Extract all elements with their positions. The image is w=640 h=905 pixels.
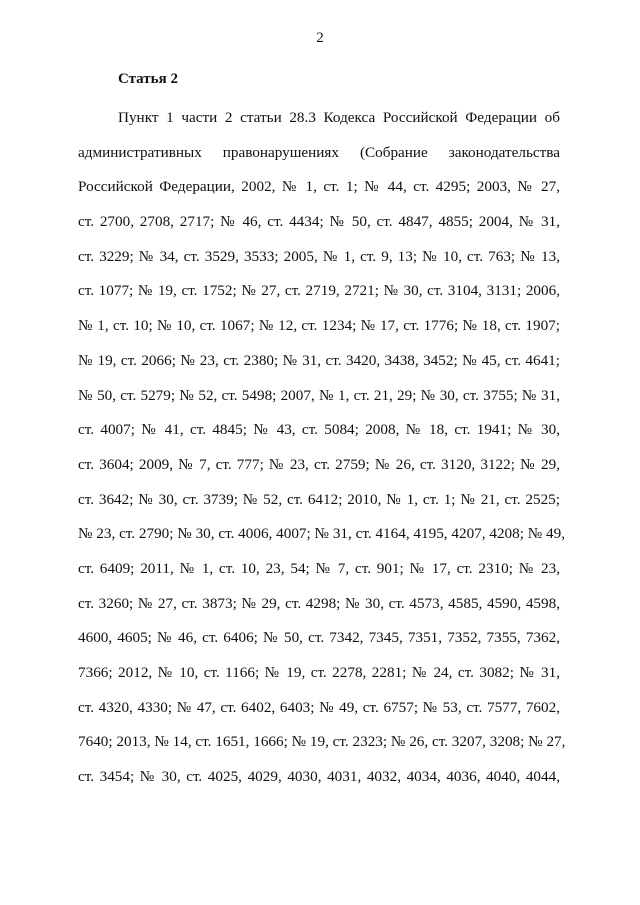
text-line: ст. 4320, 4330; № 47, ст. 6402, 6403; № 49, ст. 6757; № 53, ст. 7577, 7602, xyxy=(78,698,560,716)
page-number: 2 xyxy=(316,30,324,46)
text-line: ст. 1077; № 19, ст. 1752; № 27, ст. 2719, 2721; № 30, ст. 3104, 3131; 2006, xyxy=(78,282,560,300)
text-line: № 1, ст. 10; № 10, ст. 1067; № 12, ст. 1234; № 17, ст. 1776; № 18, ст. 1907; xyxy=(78,317,560,335)
article-body xyxy=(78,101,566,795)
text-line: ст. 2700, 2708, 2717; № 46, ст. 4434; № 50, ст. 4847, 4855; 2004, № 31, xyxy=(78,213,560,231)
text-line: № 50, ст. 5279; № 52, ст. 5498; 2007, № 1, ст. 21, 29; № 30, ст. 3755; № 31, xyxy=(78,386,560,404)
text-line: ст. 3260; № 27, ст. 3873; № 29, ст. 4298; № 30, ст. 4573, 4585, 4590, 4598, xyxy=(78,594,560,612)
text-line: Российской Федерации, 2002, № 1, ст. 1; № 44, ст. 4295; 2003, № 27, xyxy=(78,178,560,196)
text-line: ст. 4007; № 41, ст. 4845; № 43, ст. 5084; 2008, № 18, ст. 1941; № 30, xyxy=(78,421,560,439)
text-line: ст. 3604; 2009, № 7, ст. 777; № 23, ст. 2759; № 26, ст. 3120, 3122; № 29, xyxy=(78,455,560,473)
article-heading: Статья 2 xyxy=(118,71,178,87)
text-line: ст. 3454; № 30, ст. 4025, 4029, 4030, 4031, 4032, 4034, 4036, 4040, 4044, xyxy=(78,768,560,786)
text-line: ст. 3229; № 34, ст. 3529, 3533; 2005, № 1, ст. 9, 13; № 10, ст. 763; № 13, xyxy=(78,247,560,265)
text-line: № 23, ст. 2790; № 30, ст. 4006, 4007; № 31, ст. 4164, 4195, 4207, 4208; № 49, xyxy=(78,525,566,543)
text-line: административных правонарушениях (Собрание законодательства xyxy=(78,143,560,161)
text-line: 7640; 2013, № 14, ст. 1651, 1666; № 19, ст. 2323; № 26, ст. 3207, 3208; № 27, xyxy=(78,733,566,751)
text-line: ст. 3642; № 30, ст. 3739; № 52, ст. 6412; 2010, № 1, ст. 1; № 21, ст. 2525; xyxy=(78,490,560,508)
text-line: № 19, ст. 2066; № 23, ст. 2380; № 31, ст. 3420, 3438, 3452; № 45, ст. 4641; xyxy=(78,351,560,369)
text-line: Пункт 1 части 2 статьи 28.3 Кодекса Российской Федерации об xyxy=(118,109,560,126)
text-line: 4600, 4605; № 46, ст. 6406; № 50, ст. 7342, 7345, 7351, 7352, 7355, 7362, xyxy=(78,629,560,647)
text-line: ст. 6409; 2011, № 1, ст. 10, 23, 54; № 7, ст. 901; № 17, ст. 2310; № 23, xyxy=(78,559,560,577)
text-line: 7366; 2012, № 10, ст. 1166; № 19, ст. 2278, 2281; № 24, ст. 3082; № 31, xyxy=(78,664,560,681)
